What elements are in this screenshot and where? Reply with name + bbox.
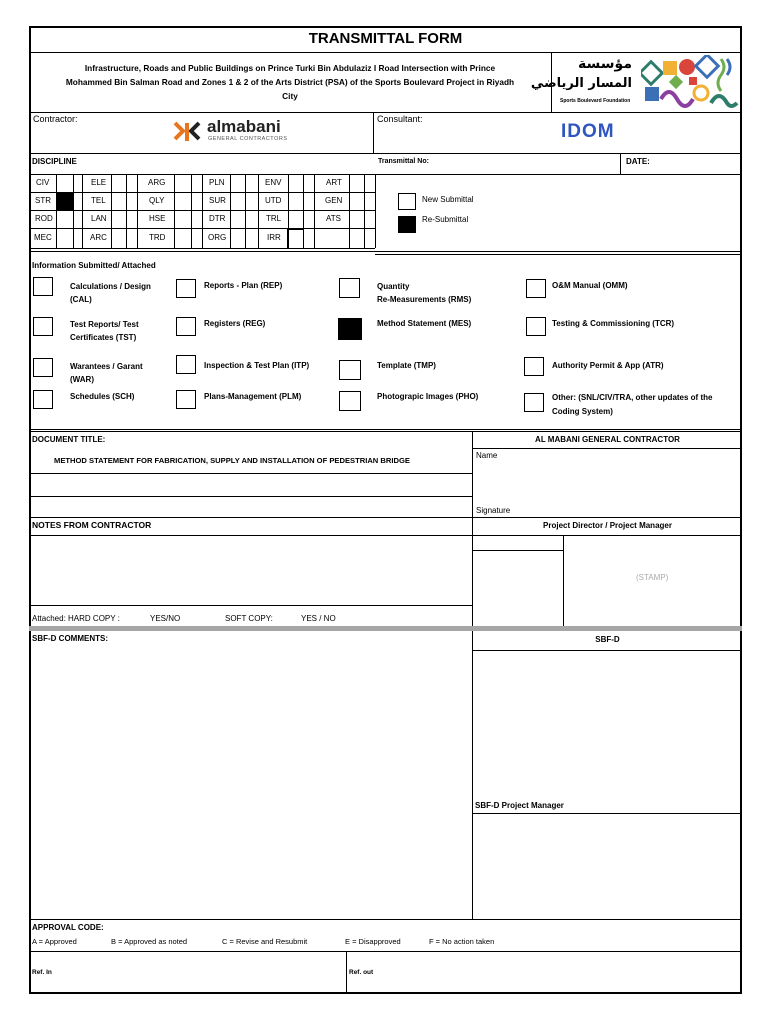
code-b: B = Approved as noted [111, 937, 188, 946]
sports-boulevard-foundation-logo: مؤسسة المسار الرياضي Sports Boulevard Foundation [555, 54, 740, 110]
transmittal-no-label: Transmittal No: [378, 158, 429, 165]
war-label: Warantees / Garant (WAR) [70, 362, 143, 384]
soft-copy-label: SOFT COPY: [225, 614, 273, 623]
contractor-label: Contractor: [33, 114, 78, 124]
re-submittal-label: Re-Submittal [422, 215, 469, 224]
pho-checkbox[interactable] [339, 391, 361, 411]
ref-out-label: Ref. out [349, 969, 374, 976]
code-f: F = No action taken [429, 937, 495, 946]
form-frame [29, 26, 742, 994]
oth-label: Other: (SNL/CIV/TRA, other updates of the Coding System) [552, 393, 713, 416]
tcr-checkbox[interactable] [526, 317, 546, 336]
discipline-label: DISCIPLINE [32, 157, 77, 166]
notes-contractor-label: NOTES FROM CONTRACTOR [32, 520, 152, 530]
rep-label: Reports - Plan (REP) [204, 281, 283, 290]
tst-label: Test Reports/ Test Certificates (TST) [70, 320, 139, 342]
new-submittal-checkbox[interactable] [398, 193, 416, 210]
foundation-pattern-icon [641, 55, 739, 109]
al-mabani-label: AL MABANI GENERAL CONTRACTOR [535, 435, 680, 444]
idom-logo: IDOM [561, 121, 615, 142]
rms-checkbox[interactable] [339, 278, 360, 298]
tcr-label: Testing & Commissioning (TCR) [552, 319, 675, 328]
approval-code-label: APPROVAL CODE: [32, 923, 104, 932]
mes-checkbox[interactable] [338, 318, 362, 340]
almabani-logo: almabani GENERAL CONTRACTORS [173, 119, 313, 147]
itp-label: Inspection & Test Plan (ITP) [204, 361, 310, 370]
plm-checkbox[interactable] [176, 390, 196, 409]
sch-label: Schedules (SCH) [70, 392, 135, 401]
discipline-code: DTR [209, 214, 226, 223]
discipline-code: GEN [325, 196, 343, 205]
discipline-code: ARG [148, 178, 166, 187]
form-title: TRANSMITTAL FORM [308, 30, 463, 47]
name-label: Name [476, 451, 498, 460]
tmp-label: Template (TMP) [377, 361, 436, 370]
stamp-label: (STAMP) [636, 573, 669, 582]
signature-label: Signature [476, 506, 511, 515]
discipline-code: ATS [326, 214, 341, 223]
hard-copy-yes-no[interactable]: YES/NO [150, 614, 181, 623]
project-description: Infrastructure, Roads and Public Buildings on Prince Turki Bin Abdulaziz I Road Intersection with Prince Mohammed Bin Salman Road and Zones 1 & 2 of the Arts District (PSA) of the Sports Boulevard Project in Riyadh City [65, 63, 515, 101]
tmp-checkbox[interactable] [339, 360, 361, 380]
discipline-irr-checkbox[interactable] [287, 229, 304, 248]
rms-label: Quantity Re-Measurements (RMS) [377, 282, 472, 304]
section-separator [29, 626, 742, 631]
soft-copy-yes-no[interactable]: YES / NO [301, 614, 336, 623]
discipline-code: ORG [208, 233, 227, 242]
atr-label: Authority Permit & App (ATR) [552, 361, 664, 370]
mes-label: Method Statement (MES) [377, 319, 472, 328]
discipline-grid [29, 174, 377, 248]
discipline-code: ROD [35, 214, 53, 223]
cal-label: Calculations / Design (CAL) [70, 282, 151, 304]
code-c: C = Revise and Resubmit [222, 937, 308, 946]
discipline-str-checkbox[interactable] [57, 193, 73, 210]
almabani-mark-icon [173, 121, 201, 143]
discipline-code: LAN [91, 214, 107, 223]
consultant-label: Consultant: [377, 114, 423, 124]
atr-checkbox[interactable] [524, 357, 544, 376]
attached-label: Attached: HARD COPY : [32, 614, 120, 623]
tst-checkbox[interactable] [33, 317, 53, 336]
discipline-code: TRL [266, 214, 282, 223]
discipline-code: HSE [149, 214, 166, 223]
sch-checkbox[interactable] [33, 390, 53, 409]
new-submittal-label: New Submittal [422, 195, 474, 204]
document-title-value[interactable]: METHOD STATEMENT FOR FABRICATION, SUPPLY AND INSTALLATION OF PEDESTRIAN BRIDGE [54, 456, 410, 465]
sbf-d-label: SBF-D [595, 635, 620, 644]
war-checkbox[interactable] [33, 358, 53, 377]
discipline-code: SUR [209, 196, 226, 205]
discipline-code: ARC [90, 233, 107, 242]
sbf-pm-label: SBF-D Project Manager [475, 801, 564, 810]
document-title-label: DOCUMENT TITLE: [32, 435, 106, 444]
itp-checkbox[interactable] [176, 355, 196, 374]
code-a: A = Approved [32, 937, 77, 946]
cal-checkbox[interactable] [33, 277, 53, 296]
discipline-code: MEC [34, 233, 52, 242]
reg-checkbox[interactable] [176, 317, 196, 336]
reg-label: Registers (REG) [204, 319, 266, 328]
info-submitted-label: Information Submitted/ Attached [32, 261, 156, 270]
discipline-code: CIV [36, 178, 50, 187]
oth-checkbox[interactable] [524, 393, 544, 412]
code-e: E = Disapproved [345, 937, 401, 946]
discipline-code: ENV [265, 178, 282, 187]
discipline-code: IRR [267, 233, 281, 242]
plm-label: Plans-Management (PLM) [204, 392, 302, 401]
re-submittal-checkbox[interactable] [398, 216, 416, 233]
discipline-code: PLN [209, 178, 225, 187]
discipline-code: ELE [91, 178, 107, 187]
discipline-code: TEL [91, 196, 106, 205]
sbf-comments-label: SBF-D COMMENTS: [32, 634, 108, 643]
project-director-label: Project Director / Project Manager [543, 521, 672, 530]
discipline-code: QLY [149, 196, 165, 205]
omm-checkbox[interactable] [526, 279, 546, 298]
discipline-code: ART [326, 178, 342, 187]
omm-label: O&M Manual (OMM) [552, 281, 628, 290]
date-label: DATE: [626, 157, 650, 166]
rep-checkbox[interactable] [176, 279, 196, 298]
discipline-code: STR [35, 196, 51, 205]
discipline-code: TRD [149, 233, 166, 242]
ref-in-label: Ref. In [32, 969, 52, 976]
pho-label: Photograpic Images (PHO) [377, 392, 479, 401]
discipline-code: UTD [265, 196, 282, 205]
